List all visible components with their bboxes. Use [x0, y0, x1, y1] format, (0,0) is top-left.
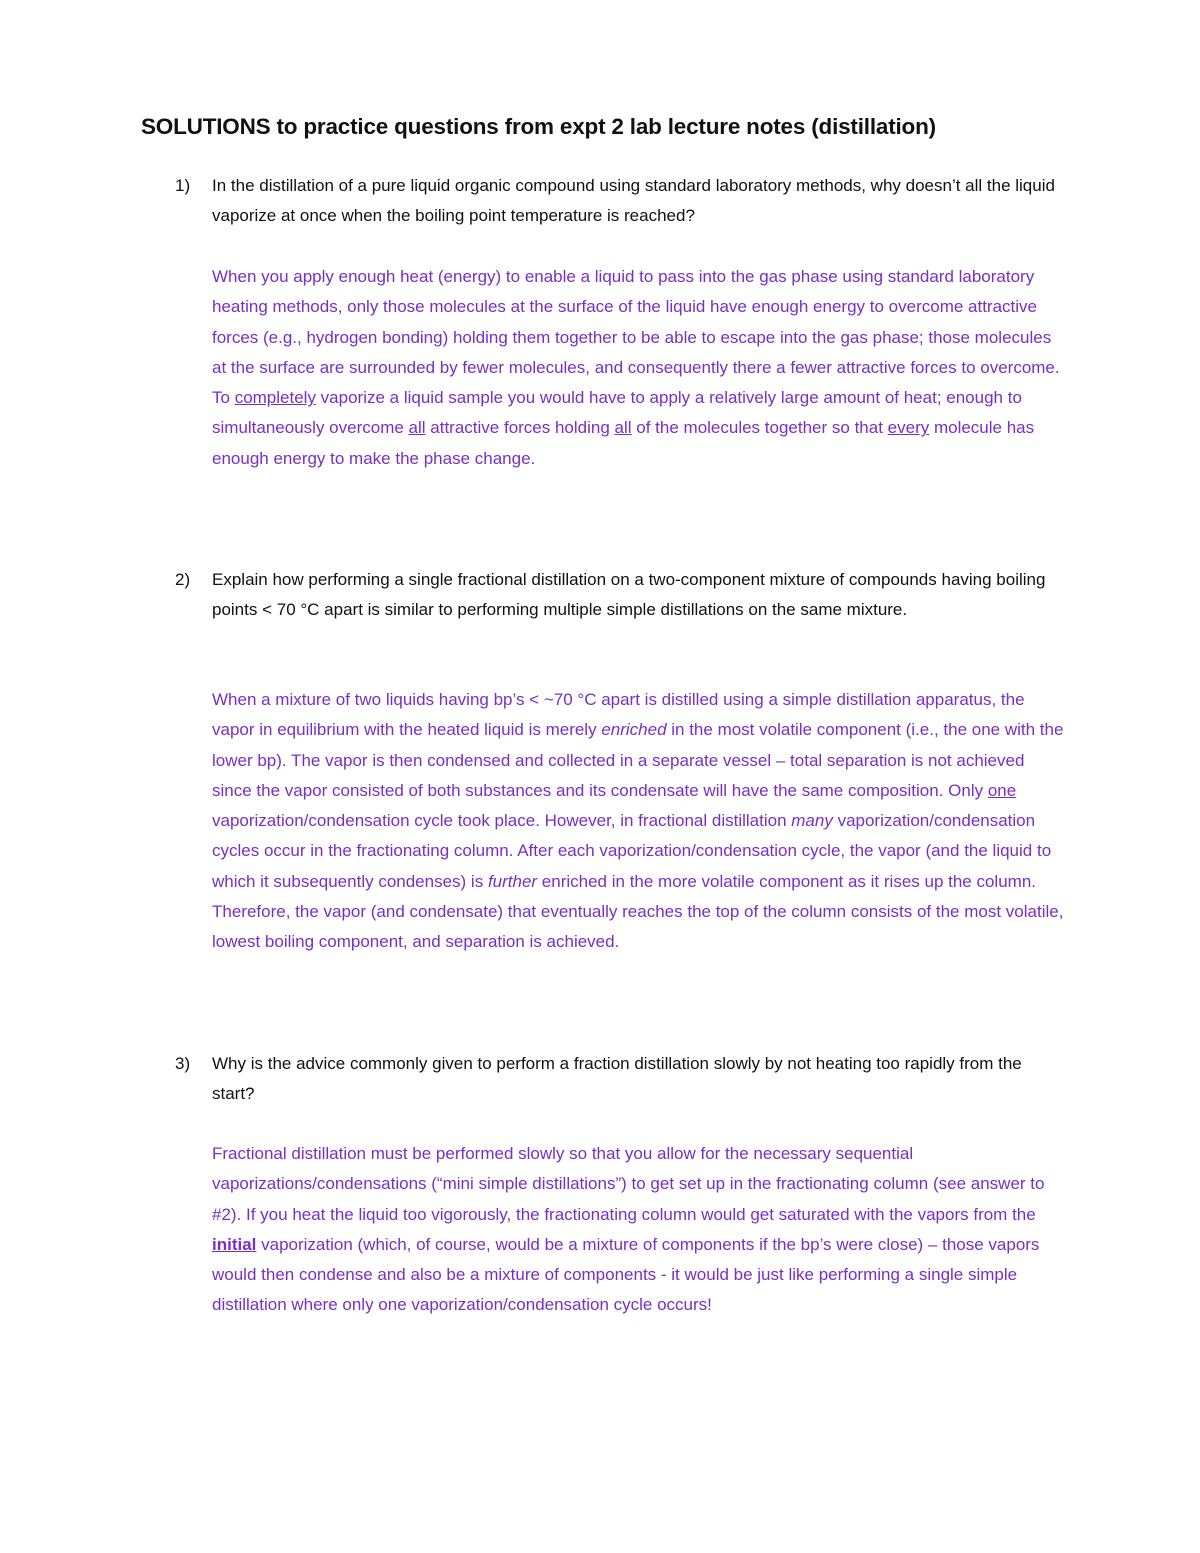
question-text: Why is the advice commonly given to perform a fraction distillation slowly by not heating too rapidly from the start? [212, 1054, 1022, 1104]
answer-segment: vaporization (which, of course, would be a mixture of components if the bp’s were close) – those vapors would then condense and also be a mixture of components - it would be just like performing a single simple distillation where only one vaporization/condensation cycle occurs! [212, 1234, 1040, 1315]
answer-segment: vaporization/condensation cycle took place. However, in fractional distillation [212, 811, 792, 831]
underlined-word: every [887, 418, 930, 438]
question-number: 2) [175, 570, 191, 589]
answer-segment: vaporize a liquid sample you would have to apply a relatively large amount of heat; enough to simultaneously overcome [212, 388, 1022, 438]
answer-segment: enriched in the more volatile component as it rises up the column. Therefore, the vapor (and condensate) that eventually reaches the top of the column consists of the most volatile, lowest boiling component, and separation is achieved. [212, 871, 1064, 952]
answer-segment: When a mixture of two liquids having bp’s < ~70 °C apart is distilled using a simple distillation apparatus, the vapor in equilibrium with the heated liquid is merely [212, 690, 1025, 740]
italic-word: enriched [601, 720, 667, 740]
underlined-word: all [614, 418, 632, 438]
underlined-word: completely [234, 388, 316, 408]
bold-underlined-word: initial [212, 1234, 257, 1254]
answer-segment: in the most volatile component (i.e., the one with the lower bp). The vapor is then condensed and collected in a separate vessel – total separation is not achieved since the vapor consisted of both substances and its condensate will have the same composition. Only [212, 720, 1064, 800]
question-text: Explain how performing a single fractional distillation on a two-component mixture of compounds having boiling points < 70 °C apart is similar to performing multiple simple distillations on the same mixture. [212, 570, 1046, 620]
answer-segment: Fractional distillation must be performed slowly so that you allow for the necessary sequential vaporizations/condensations (“mini simple distillations”) to get set up in the fractionating column (see answer to #2). If you heat the liquid too vigorously, the fractionating column would get saturated with the vapors from the [212, 1144, 1045, 1224]
answer-segment: attractive forces holding [425, 418, 615, 438]
question-number: 3) [175, 1054, 191, 1073]
answer-text [212, 1139, 1064, 1321]
question-text: In the distillation of a pure liquid organic compound using standard laboratory methods, why doesn’t all the liquid vaporize at once when the boiling point temperature is reached? [212, 176, 1055, 226]
italic-word: many [791, 811, 833, 831]
answer-text [212, 685, 1064, 958]
underlined-word: all [408, 418, 426, 438]
question-number: 1) [175, 176, 191, 195]
italic-word: further [487, 871, 538, 891]
answer-segment: of the molecules together so that [631, 418, 888, 438]
answer-segment: molecule has enough energy to make the phase change. [212, 418, 1035, 468]
answer-text [212, 262, 1064, 474]
underlined-word: one [987, 780, 1017, 800]
document-title: SOLUTIONS to practice questions from expt 2 lab lecture notes (distillation) [141, 114, 936, 139]
answer-segment: When you apply enough heat (energy) to enable a liquid to pass into the gas phase using standard laboratory heating methods, only those molecules at the surface of the liquid have enough energy to overcome attractive forces (e.g., hydrogen bonding) holding them together to be able to escape into the gas phase; those molecules at the surface are surrounded by fewer molecules, and consequently there a fewer attractive forces to overcome. To [212, 267, 1060, 408]
answer-segment: vaporization/condensation cycles occur in the fractionating column. After each vaporization/condensation cycle, the vapor (and the liquid to which it subsequently condenses) is [212, 811, 1052, 891]
